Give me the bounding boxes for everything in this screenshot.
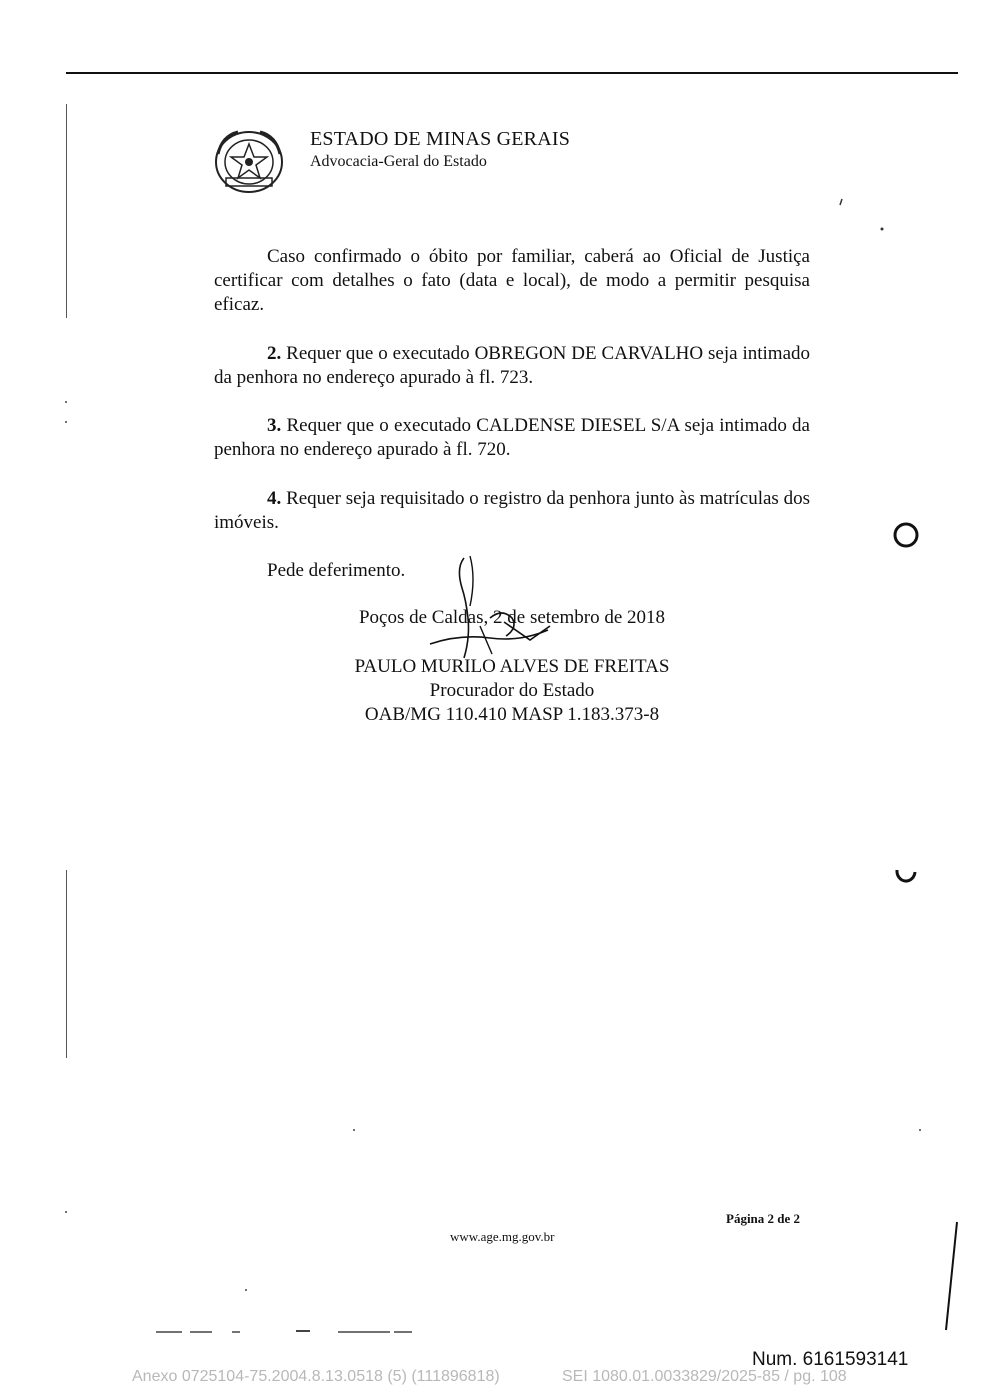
footer-website: www.age.mg.gov.br [450,1229,555,1244]
list-item [214,414,810,462]
document-number-stamp: Num. 6161593141 [752,1349,909,1370]
minas-gerais-seal-icon [212,124,286,196]
place-date: Poços de Caldas, 2 de setembro de 2018 [358,607,666,628]
annex-stamp: Anexo 0725104-75.2004.8.13.0518 (5) (111896818) [132,1368,500,1385]
page-number: Página 2 de 2 [726,1211,801,1226]
paragraph-intro: Caso confirmado o óbito por familiar, caberá ao Oficial de Justiça certificar com detalhes o fato (data e local), de modo a permitir pesquisa eficaz. [214,246,810,315]
org-name: ESTADO DE MINAS GERAIS [310,128,571,150]
signer-name: PAULO MURILO ALVES DE FREITAS [354,656,670,677]
item-number: 2. [267,343,282,364]
signer-registration: OAB/MG 110.410 MASP 1.183.373-8 [364,704,660,725]
org-subtitle: Advocacia-Geral do Estado [310,153,487,170]
item-text: Requer que o executado OBREGON DE CARVALHO seja intimado da penhora no endereço apurado à fl. 723. [214,343,810,388]
signer-role: Procurador do Estado [429,680,595,701]
list-item [214,342,810,390]
handwritten-signature [420,548,570,670]
item-text: Requer que o executado CALDENSE DIESEL S/A seja intimado da penhora no endereço apurado à fl. 720. [214,415,810,460]
item-text: Requer seja requisitado o registro da penhora junto às matrículas dos imóveis. [214,488,810,533]
item-number: 4. [267,488,282,509]
item-number: 3. [267,415,282,436]
list-item [214,487,810,535]
sei-stamp: SEI 1080.01.0033829/2025-85 / pg. 108 [562,1368,847,1385]
closing-line: Pede deferimento. [267,560,406,581]
